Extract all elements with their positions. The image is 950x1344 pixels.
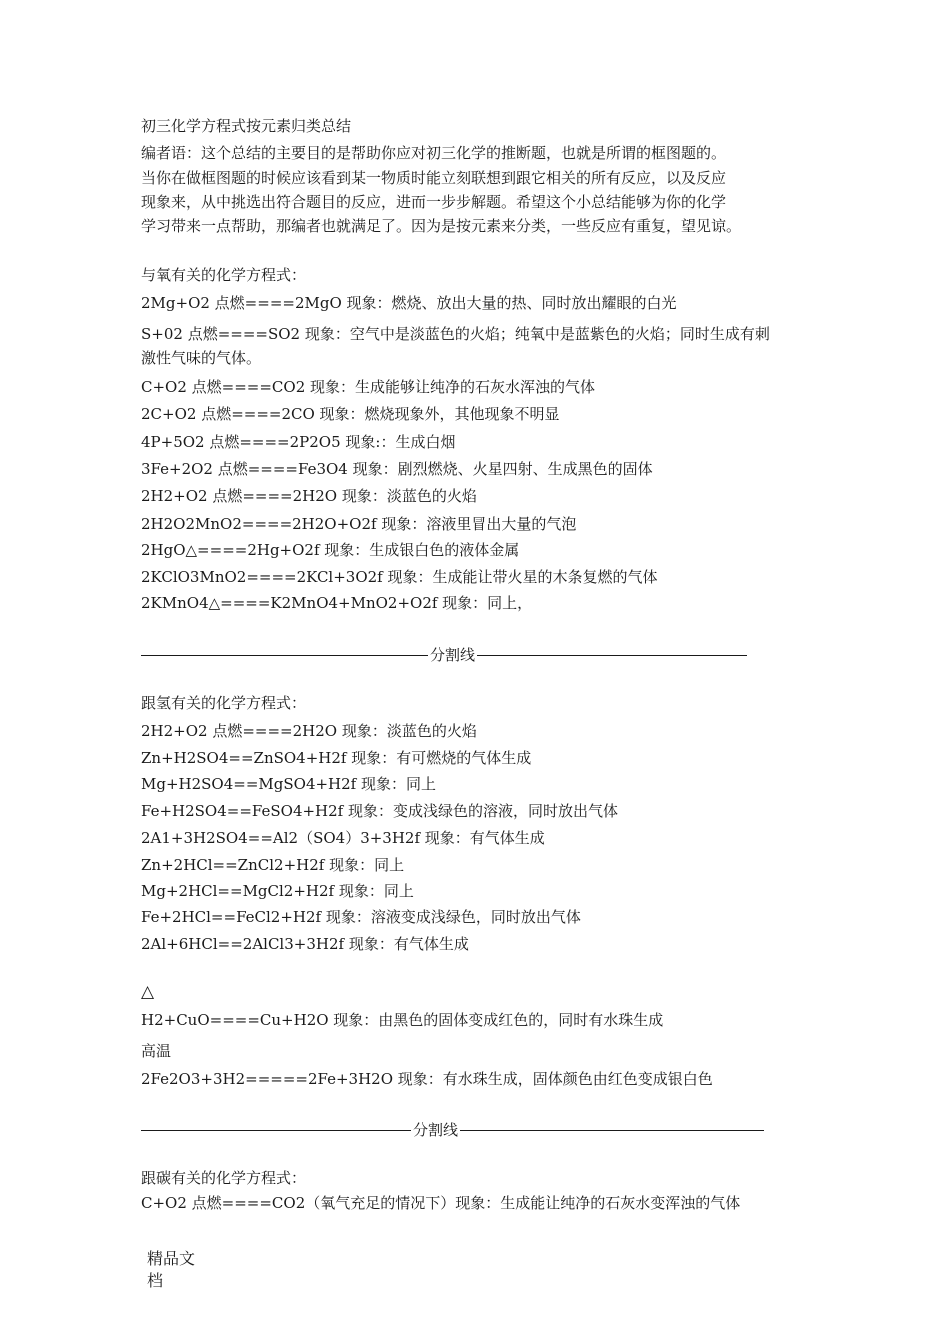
equation-line: Zn+2HCl==ZnCl2+H2f 现象：同上 (141, 856, 405, 874)
equation-line: 激性气味的气体。 (141, 349, 262, 367)
equation-line: 3Fe+2O2 点燃====Fe3O4 现象：剧烈燃烧、火星四射、生成黑色的固体 (141, 460, 653, 478)
section-divider (141, 1120, 764, 1140)
footer-line: 档 (147, 1271, 164, 1290)
divider-rule (477, 655, 747, 656)
oxygen-section-heading: 与氧有关的化学方程式： (141, 266, 307, 284)
intro-line: 学习带来一点帮助，那编者也就满足了。因为是按元素来分类，一些反应有重复，望见谅。 (141, 217, 742, 235)
intro-line: 现象来，从中挑选出符合题目的反应，进而一步步解题。希望这个小总结能够为你的化学 (141, 193, 727, 211)
carbon-section-heading: 跟碳有关的化学方程式： (141, 1169, 307, 1187)
footer-line: 精品文 (147, 1249, 196, 1268)
equation-line: 2H2+O2 点燃====2H2O 现象：淡蓝色的火焰 (141, 487, 477, 505)
divider-label: 分割线 (430, 646, 476, 664)
high-temp-label: 高温 (141, 1042, 172, 1060)
equation-line: 2C+O2 点燃====2CO 现象：燃烧现象外，其他现象不明显 (141, 405, 560, 423)
equation-line: C+O2 点燃====CO2（氧气充足的情况下）现象：生成能让纯净的石灰水变浑浊的气体 (141, 1194, 741, 1212)
equation-line: 2KMnO4△====K2MnO4+MnO2+O2f 现象：同上， (141, 594, 533, 612)
equation-line: 2Al+6HCl==2AlCl3+3H2f 现象：有气体生成 (141, 935, 469, 953)
document-title: 初三化学方程式按元素归类总结 (141, 117, 352, 135)
equation-line: 2H2O2MnO2====2H2O+O2f 现象：溶液里冒出大量的气泡 (141, 515, 577, 533)
intro-line: 当你在做框图题的时候应该看到某一物质时能立刻联想到跟它相关的所有反应，以及反应 (141, 169, 727, 187)
intro-line: 编者语：这个总结的主要目的是帮助你应对初三化学的推断题，也就是所谓的框图题的。 (141, 144, 727, 162)
equation-line: 2A1+3H2SO4==Al2（SO4）3+3H2f 现象：有气体生成 (141, 829, 545, 847)
equation-line: 2HgO△====2Hg+O2f 现象：生成银白色的液体金属 (141, 541, 520, 559)
equation-line: 2H2+O2 点燃====2H2O 现象：淡蓝色的火焰 (141, 722, 477, 740)
equation-line: Fe+2HCl==FeCl2+H2f 现象：溶液变成浅绿色，同时放出气体 (141, 908, 581, 926)
equation-line: Mg+2HCl==MgCl2+H2f 现象：同上 (141, 882, 414, 900)
footer-watermark (147, 1248, 195, 1292)
equation-line: C+O2 点燃====CO2 现象：生成能够让纯净的石灰水浑浊的气体 (141, 378, 596, 396)
divider-rule (141, 1130, 411, 1131)
equation-line: Mg+H2SO4==MgSO4+H2f 现象：同上 (141, 775, 436, 793)
equation-line: Zn+H2SO4==ZnSO4+H2f 现象：有可燃烧的气体生成 (141, 749, 532, 767)
section-divider (141, 645, 747, 665)
equation-line: 4P+5O2 点燃====2P2O5 现象:：生成白烟 (141, 433, 456, 451)
divider-label: 分割线 (413, 1121, 459, 1139)
divider-rule (460, 1130, 764, 1131)
equation-line: 2Mg+O2 点燃====2MgO 现象：燃烧、放出大量的热、同时放出耀眼的白光 (141, 294, 677, 312)
equation-line: 2KClO3MnO2====2KCl+3O2f 现象：生成能让带火星的木条复燃的气体 (141, 568, 658, 586)
heat-symbol: △ (141, 982, 155, 1002)
divider-rule (141, 655, 428, 656)
equation-line: S+02 点燃====SO2 现象：空气中是淡蓝色的火焰；纯氧中是蓝紫色的火焰；同时生成有刺 (141, 325, 770, 343)
equation-line: H2+CuO====Cu+H2O 现象：由黑色的固体变成红色的，同时有水珠生成 (141, 1011, 664, 1029)
hydrogen-section-heading: 跟氢有关的化学方程式： (141, 694, 307, 712)
equation-line: 2Fe2O3+3H2=====2Fe+3H2O 现象：有水珠生成，固体颜色由红色变成银白色 (141, 1070, 713, 1088)
equation-line: Fe+H2SO4==FeSO4+H2f 现象：变成浅绿色的溶液，同时放出气体 (141, 802, 619, 820)
